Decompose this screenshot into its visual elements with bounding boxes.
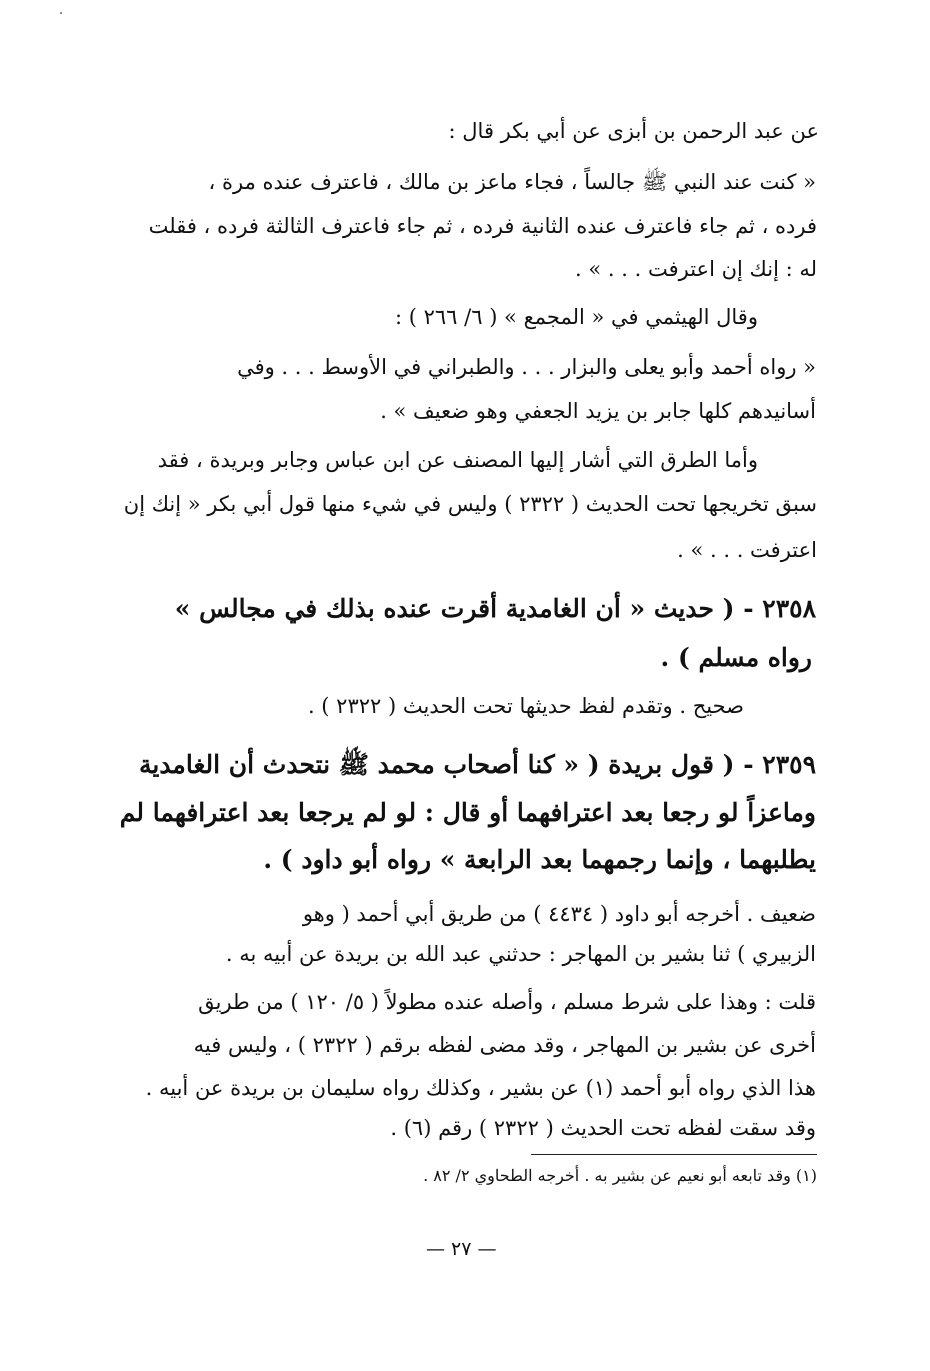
hadith-heading: يطلبهما ، وإنما رجمهما بعد الرابعة » رواه أبو داود ) .: [263, 845, 816, 874]
text-line: أخرى عن بشير بن المهاجر ، وقد مضى لفظه برقم ( ٢٣٢٢ ) ، وليس فيه: [193, 1033, 816, 1057]
footnote-separator: [531, 1154, 817, 1155]
text-line: الزبيري ) ثنا بشير بن المهاجر : حدثني عبد الله بن بريدة عن أبيه به .: [225, 942, 816, 966]
text-line: وأما الطرق التي أشار إليها المصنف عن ابن عباس وجابر وبريدة ، فقد: [157, 448, 758, 472]
text-line: سبق تخريجها تحت الحديث ( ٢٣٢٢ ) وليس في شيء منها قول أبي بكر « إنك إن: [123, 492, 817, 516]
text-line: هذا الذي رواه أبو أحمد (١) عن بشير ، وكذلك رواه سليمان بن بريدة عن أبيه .: [145, 1076, 816, 1100]
footnote: (١) وقد تابعه أبو نعيم عن بشير به . أخرجه الطحاوي ٢/ ٨٢ .: [423, 1166, 817, 1185]
text-line: له : إنك إن اعترفت . . . » .: [575, 257, 817, 281]
hadith-heading: ٢٣٥٩ - ( قول بريدة ( « كنا أصحاب محمد ﷺ نتحدث أن الغامدية: [138, 750, 816, 779]
text-line: وقد سقت لفظه تحت الحديث ( ٢٣٢٢ ) رقم (٦) .: [390, 1116, 816, 1140]
text-line: وقال الهيثمي في « المجمع » ( ٦/ ٢٦٦ ) :: [395, 305, 758, 329]
grading-line: صحيح . وتقدم لفظ حديثها تحت الحديث ( ٢٣٢٢ ) .: [307, 694, 744, 718]
page-speck: [60, 12, 62, 14]
hadith-heading: ٢٣٥٨ - ( حديث « أن الغامدية أقرت عنده بذلك في مجالس »: [174, 594, 816, 623]
hadith-heading: وماعزاً لو رجعا بعد اعترافهما أو قال : لو لم يرجعا بعد اعترافهما لم: [119, 798, 816, 827]
hadith-heading: رواه مسلم ) .: [660, 643, 812, 672]
grading-line: ضعيف . أخرجه أبو داود ( ٤٤٣٤ ) من طريق أبي أحمد ( وهو: [302, 902, 816, 926]
text-line: عن عبد الرحمن بن أبزى عن أبي بكر قال :: [448, 119, 819, 143]
text-line: « كنت عند النبي ﷺ جالساً ، فجاء ماعز بن مالك ، فاعترف عنده مرة ،: [208, 170, 816, 194]
text-line: فرده ، ثم جاء فاعترف عنده الثانية فرده ، ثم جاء فاعترف الثالثة فرده ، فقلت: [148, 214, 817, 238]
text-line: أسانيدهم كلها جابر بن يزيد الجعفي وهو ضعيف » .: [380, 399, 816, 423]
text-line: « رواه أحمد وأبو يعلى والبزار . . . والطبراني في الأوسط . . . وفي: [237, 355, 816, 379]
page-number: — ٢٧ —: [426, 1238, 497, 1260]
text-line: اعترفت . . . » .: [677, 538, 817, 562]
text-line: قلت : وهذا على شرط مسلم ، وأصله عنده مطولاً ( ٥/ ١٢٠ ) من طريق: [198, 990, 816, 1014]
